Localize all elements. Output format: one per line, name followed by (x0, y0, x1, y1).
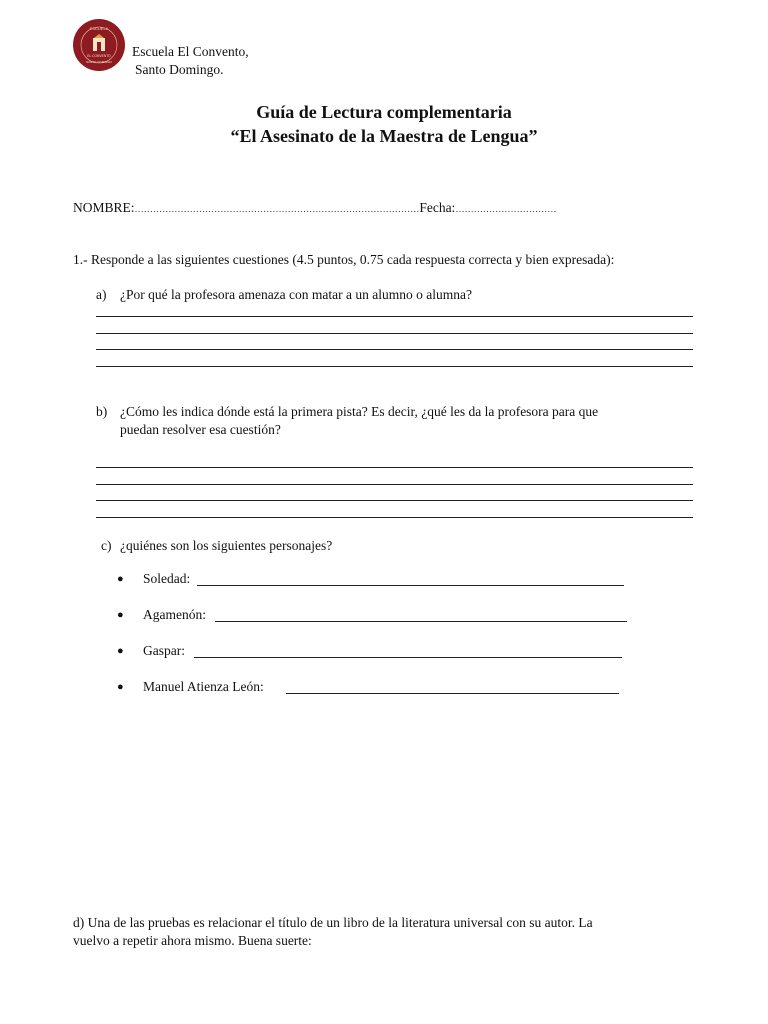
school-name: Escuela El Convento, (132, 44, 249, 59)
question-d-line1: d) Una de las pruebas es relacionar el título de un libro de la literatura universal con su autor. La (73, 915, 593, 930)
answer-line[interactable] (96, 517, 693, 518)
question-d-line2: vuelvo a repetir ahora mismo. Buena suerte: (73, 933, 312, 948)
answer-line[interactable] (96, 500, 693, 501)
question-b-text-line2: puedan resolver esa cuestión? (120, 422, 281, 437)
school-info (132, 43, 249, 79)
question-c-marker: c) (101, 538, 112, 553)
character-label: Manuel Atienza León: (143, 679, 264, 694)
svg-text:SANTO DOMINGO: SANTO DOMINGO (86, 60, 112, 64)
character-answer-line[interactable] (286, 693, 619, 694)
bullet-icon: ● (117, 645, 124, 657)
bullet-icon: ● (117, 609, 124, 621)
character-answer-line[interactable] (215, 621, 627, 622)
question-a-marker: a) (96, 287, 107, 302)
name-date-row (73, 200, 556, 216)
character-answer-line[interactable] (194, 657, 622, 658)
character-label: Agamenón: (143, 607, 206, 622)
question-1-text: 1.- Responde a las siguientes cuestiones (4.5 puntos, 0.75 cada respuesta correcta y bien expresada): (73, 252, 615, 267)
document-title: Guía de Lectura complementaria (256, 102, 512, 122)
answer-line[interactable] (96, 333, 693, 334)
document-subtitle: “El Asesinato de la Maestra de Lengua” (230, 126, 538, 146)
school-city: Santo Domingo. (135, 62, 224, 77)
answer-line[interactable] (96, 349, 693, 350)
question-b-text-line1: ¿Cómo les indica dónde está la primera pista? Es decir, ¿qué les da la profesora para que (120, 404, 599, 419)
character-label: Gaspar: (143, 643, 185, 658)
bullet-icon: ● (117, 573, 124, 585)
answer-line[interactable] (96, 366, 693, 367)
name-label: NOMBRE: (73, 200, 135, 215)
bullet-icon: ● (117, 681, 124, 693)
question-a-text: ¿Por qué la profesora amenaza con matar a un alumno o alumna? (120, 287, 472, 302)
answer-line[interactable] (96, 484, 693, 485)
date-field[interactable]: …………………………… (455, 204, 557, 214)
character-answer-line[interactable] (197, 585, 624, 586)
answer-line[interactable] (96, 316, 693, 317)
svg-text:ESCUELA: ESCUELA (89, 26, 109, 31)
date-label: Fecha: (419, 200, 456, 215)
answer-line[interactable] (96, 467, 693, 468)
name-field[interactable]: ………………………………………………………………………………… (134, 204, 420, 214)
svg-text:EL CONVENTO: EL CONVENTO (87, 54, 111, 58)
school-logo (73, 19, 125, 71)
question-c-text: ¿quiénes son los siguientes personajes? (120, 538, 333, 553)
question-b-marker: b) (96, 404, 108, 419)
character-label: Soledad: (143, 571, 191, 586)
